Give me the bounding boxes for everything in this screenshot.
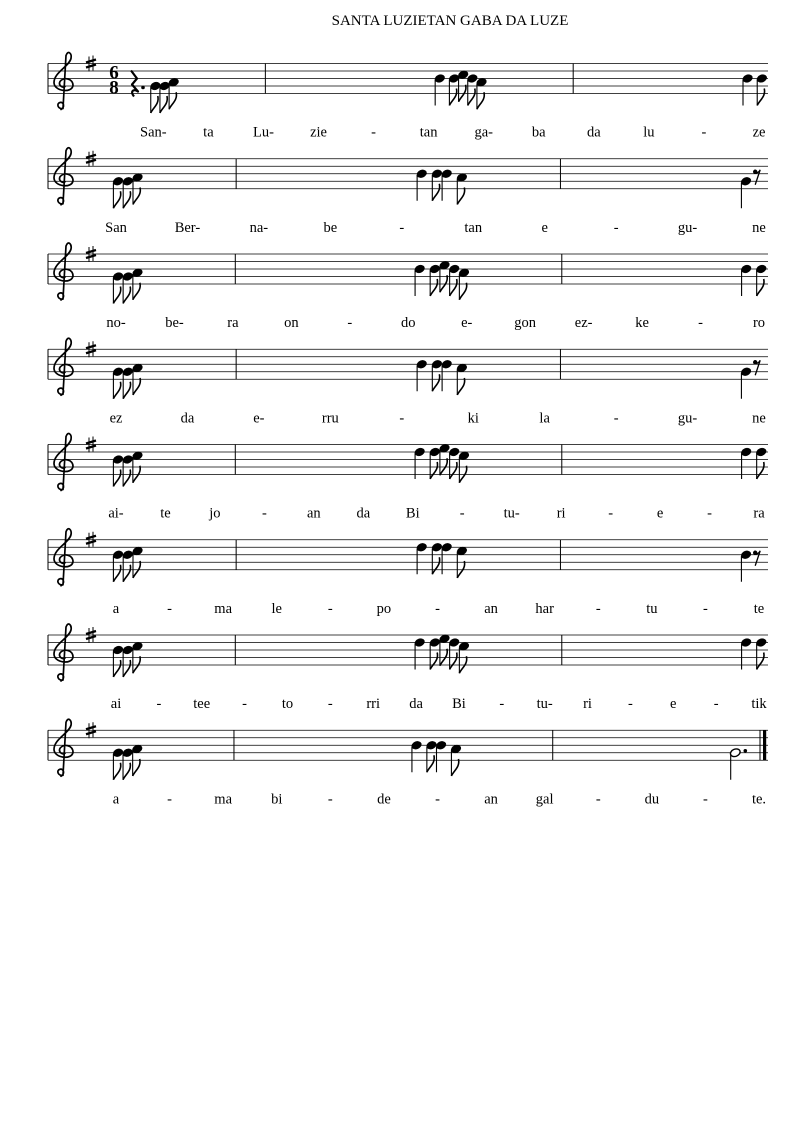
note-flag [123,287,130,304]
lyric-syllable: e [541,219,548,236]
lyric-syllable: - [713,696,719,712]
note-flag [113,470,120,487]
lyric-syllable: tu- [536,696,553,712]
note-flag [123,660,130,677]
time-signature-denominator: 8 [109,77,119,99]
note-flag [468,89,475,106]
lyric-syllable: Lu- [252,124,274,141]
lyric-syllable: - [371,124,377,141]
lyrics-line [108,506,765,522]
lyric-syllable: San- [140,124,167,141]
note-flag [133,759,140,776]
lyric-syllable: - [595,600,601,617]
lyric-syllable: na- [249,219,269,236]
note-flag [133,188,140,205]
lyrics-line [106,315,765,331]
lyric-syllable: te. [751,791,767,808]
note-flag [113,565,120,582]
lyric-syllable: ez- [574,315,593,331]
note-flag [113,382,120,399]
lyric-syllable: da [180,410,195,427]
time-signature [109,63,119,99]
lyric-syllable: ra [753,505,765,522]
lyric-syllable: jo [209,505,221,522]
lyric-syllable: - [707,505,712,522]
lyric-syllable: e [670,696,677,712]
lyric-syllable: do [401,315,416,331]
lyric-syllable: - [613,219,619,236]
lyric-syllable: ne [752,410,766,427]
note-flag [169,92,176,109]
lyrics-line [105,220,766,236]
dot-icon [141,86,145,90]
lyric-syllable: an [484,791,498,808]
lyric-syllable: ki [467,410,479,427]
lyric-syllable: - [327,696,333,712]
staff-system [48,148,768,236]
staff-system [48,433,768,521]
lyric-syllable: tee [193,696,211,712]
note-flag [432,557,439,574]
lyric-syllable: tu [646,600,658,617]
lyric-syllable: ai- [108,505,124,522]
note-flag [451,759,458,776]
lyric-syllable: ro [752,315,766,331]
final-barline [763,730,766,760]
note-flag [430,279,437,296]
lyric-syllable: Bi [452,696,466,712]
note-flag [457,378,464,395]
note-flag [457,188,464,205]
lyric-syllable: ai [110,696,122,712]
note-flag [151,96,158,113]
lyric-syllable: te [160,505,171,522]
lyric-syllable: e- [253,410,265,427]
lyric-syllable: po [376,600,392,617]
note-flag [113,660,120,677]
note-flag [123,470,130,487]
note-flag [757,653,764,670]
lyric-syllable: a [112,791,120,808]
lyrics-line [110,410,766,426]
lyric-syllable: rru [321,410,339,427]
lyric-syllable: - [627,696,633,712]
lyric-syllable: - [595,791,601,808]
lyrics-line [113,601,764,617]
note-flag [133,283,140,300]
lyric-syllable: - [156,696,162,712]
note-flag [430,653,437,670]
lyric-syllable: tu- [503,505,520,522]
lyric-syllable: an [307,505,321,522]
treble-clef-icon [54,243,73,300]
lyric-syllable: ra [227,315,239,331]
lyric-syllable: to [281,696,294,712]
lyric-syllable: Bi [405,505,420,522]
note-flag [432,374,439,391]
note-flag [133,378,140,395]
lyric-syllable: ne [752,219,766,236]
lyric-syllable: - [327,791,333,808]
lyric-syllable: - [701,124,707,141]
lyric-syllable: ma [214,791,233,808]
song-title: SANTA LUZIETAN GABA DA LUZE [331,13,569,29]
treble-clef-icon [54,433,73,490]
music-systems [48,52,768,807]
lyric-syllable: ta [203,124,214,141]
lyric-syllable: ri [556,505,566,522]
note-flag [113,191,120,208]
lyric-syllable: - [261,505,267,522]
lyric-syllable: - [399,219,405,236]
lyric-syllable: - [242,696,248,712]
note-flag [113,287,120,304]
lyric-syllable: da [586,124,601,141]
note-flag [449,89,456,106]
note-flag [430,462,437,479]
note-flag [432,184,439,201]
lyric-syllable: da [356,505,371,522]
lyric-syllable: tik [751,696,767,712]
lyric-syllable: - [608,505,614,522]
lyric-syllable: ma [214,600,233,617]
lyric-syllable: har [535,600,554,617]
lyric-syllable: on [284,315,299,331]
note-flag [123,565,130,582]
lyric-syllable: - [613,410,619,427]
note-flag [757,279,764,296]
lyric-syllable: a [112,600,120,617]
lyric-syllable: de [377,791,391,808]
note-flag [123,382,130,399]
lyric-syllable: ze [752,124,766,141]
treble-clef-icon [54,148,73,205]
note-flag [427,755,434,772]
lyric-syllable: gal [535,791,554,808]
lyric-syllable: da [409,696,423,712]
lyric-syllable: lu [643,124,655,141]
treble-clef-icon [54,52,73,109]
treble-clef-icon [54,624,73,681]
lyrics-line [113,791,766,807]
lyric-syllable: no- [106,315,126,331]
lyric-syllable: an [484,600,498,617]
lyric-syllable: - [347,315,353,331]
lyric-syllable: gu- [677,410,698,427]
lyric-syllable: Ber- [174,219,201,236]
lyrics-line [140,125,765,141]
lyric-syllable: du [644,791,660,808]
staff-system [48,529,768,617]
note-flag [113,763,120,780]
lyric-syllable: - [702,600,708,617]
lyric-syllable: la [539,410,550,427]
treble-clef-icon [54,529,73,586]
lyric-syllable: ez [109,410,123,427]
lyric-syllable: tan [464,219,483,236]
lyric-syllable: be [323,219,338,236]
note-flag [123,763,130,780]
lyric-syllable: rri [366,696,381,712]
note-flag [459,283,466,300]
treble-clef-icon [54,338,73,395]
lyric-syllable: - [399,410,405,427]
lyric-syllable: gon [514,315,537,331]
lyric-syllable: gu- [677,219,698,236]
note-flag [477,92,484,109]
time-signature-numerator: 6 [109,62,119,84]
note-flag [450,462,457,479]
lyric-syllable: ke [635,315,649,331]
lyric-syllable: - [167,600,173,617]
lyric-syllable: te [753,600,765,617]
note-flag [757,89,764,106]
lyric-syllable: bi [271,791,283,808]
staff-system [48,243,768,331]
lyric-syllable: - [167,791,173,808]
note-flag [757,462,764,479]
lyric-syllable: e- [461,315,473,331]
note-flag [123,191,130,208]
note-flag [450,653,457,670]
staff-system [48,52,768,140]
staff-system [48,719,768,807]
lyric-syllable: - [499,696,505,712]
quarter-rest-icon [131,71,138,97]
lyric-syllable: - [459,505,465,522]
note-flag [160,96,167,113]
lyric-syllable: - [435,791,440,808]
lyric-syllable: ba [531,124,546,141]
staff-system [48,624,768,712]
dot-icon [743,749,747,753]
lyrics-line [111,696,768,712]
staff-system [48,338,768,426]
lyric-syllable: San [105,219,127,236]
lyric-syllable: - [698,315,703,331]
lyric-syllable: tan [419,124,438,141]
lyric-syllable: ri [583,696,592,712]
lyric-syllable: zie [310,124,327,141]
lyric-syllable: be- [165,315,184,331]
lyric-syllable: e [656,505,664,522]
lyric-syllable: ga- [474,124,493,141]
lyric-syllable: - [435,600,440,617]
treble-clef-icon [54,719,73,776]
lyric-syllable: - [702,791,708,808]
lyric-syllable: - [327,600,333,617]
lyric-syllable: le [271,600,282,617]
note-flag [450,279,457,296]
